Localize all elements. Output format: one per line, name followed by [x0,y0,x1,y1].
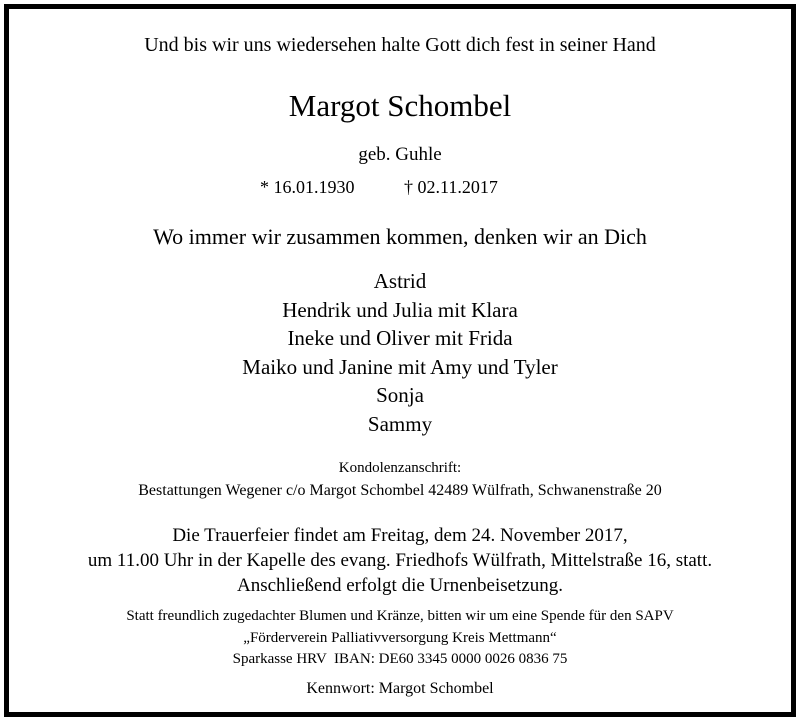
memorial-quote: Wo immer wir zusammen kommen, denken wir an Dich [153,224,647,249]
family-member: Hendrik und Julia mit Klara [282,297,518,322]
born-name: geb. Guhle [358,144,442,165]
family-member: Astrid [373,269,427,293]
obituary-notice [4,4,796,717]
condolence-address: Bestattungen Wegener c/o Margot Schombel 42489 Wülfrath, Schwanenstraße 20 [138,482,662,499]
family-member: Maiko und Janine mit Amy und Tyler [242,354,558,379]
family-member: Ineke und Oliver mit Frida [287,326,513,351]
motto-line: Und bis wir uns wiedersehen halte Gott dich fest in seiner Hand [144,34,656,56]
donation-bank-line: Sparkasse HRV IBAN: DE60 3345 0000 0026 0836 75 [232,651,568,667]
donation-info [9,606,791,671]
deceased-name: Margot Schombel [288,88,512,123]
family-member: Sonja [376,383,424,408]
keyword-line: Kennwort: Margot Schombel [306,680,494,697]
service-line: Die Trauerfeier findet am Freitag, dem 24. November 2017, [172,525,628,546]
birth-date: * 16.01.1930 [260,177,355,197]
death-date: † 02.11.2017 [404,177,498,197]
service-line: Anschließend erfolgt die Urnenbeisetzung. [236,575,564,596]
family-member: Sammy [367,411,433,436]
condolence-label: Kondolenzanschrift: [338,460,462,476]
service-info [9,523,791,598]
donation-line: Statt freundlich zugedachter Blumen und Kränze, bitten wir um eine Spende für den SAPV [126,608,674,624]
family-list [9,267,791,439]
donation-line: „Förderverein Palliativversorgung Kreis Mettmann“ [243,629,557,646]
service-line: um 11.00 Uhr in der Kapelle des evang. Friedhofs Wülfrath, Mittelstraße 16, statt. [87,550,713,571]
